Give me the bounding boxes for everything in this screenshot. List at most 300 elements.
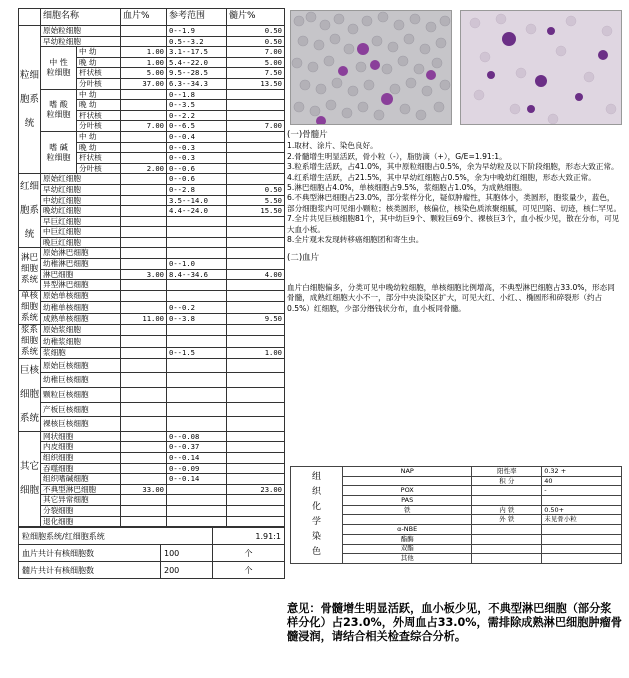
- table-row: [19, 474, 285, 485]
- stain-section-label: 组织化学染色: [291, 467, 343, 564]
- blood-percent: [121, 442, 167, 453]
- table-row: [19, 388, 285, 403]
- stain-name: 铁: [342, 505, 471, 515]
- cell-name: 淋巴细胞: [41, 269, 121, 280]
- reference-range: 0--1.8: [167, 89, 227, 100]
- cell-name: 分裂细胞: [41, 506, 121, 517]
- marrow-percent: [227, 506, 285, 517]
- reference-range: 0--3.5: [167, 100, 227, 111]
- blood-findings-title: (二)血片: [287, 253, 320, 264]
- blood-percent: [121, 131, 167, 142]
- table-row: [19, 280, 285, 291]
- header-blood: 血片%: [121, 9, 167, 26]
- marrow-percent: 5.50: [227, 195, 285, 206]
- reference-range: [167, 506, 227, 517]
- marrow-finding-item: 3.粒系增生活跃，占41.0%，其中原粒细胞占0.5%，余为早幼粒及以下阶段细胞，形态大致正常。: [287, 162, 619, 172]
- marrow-percent: 0.50: [227, 26, 285, 37]
- blood-percent: 5.00: [121, 68, 167, 79]
- marrow-percent: 13.50: [227, 78, 285, 89]
- cell-name: 晚 幼: [77, 142, 121, 153]
- cell-name: 原始粒细胞: [41, 26, 121, 37]
- group-label: 嗜 碱: [49, 142, 68, 152]
- cell-name: 中幼红细胞: [41, 195, 121, 206]
- blood-percent: [121, 110, 167, 121]
- reference-range: 4.4--24.0: [167, 206, 227, 217]
- cell-count-table: [18, 8, 285, 527]
- blood-percent: [121, 153, 167, 164]
- marrow-percent: 9.50: [227, 313, 285, 324]
- marrow-percent: [227, 463, 285, 474]
- blood-percent: [121, 227, 167, 238]
- cell-name: 晚巨红细胞: [41, 237, 121, 248]
- group-label: 中 性: [49, 57, 68, 67]
- table-row: [19, 402, 285, 417]
- header-ref: 参考范围: [167, 9, 227, 26]
- reference-range: 6.3--34.3: [167, 78, 227, 89]
- blood-percent: [121, 506, 167, 517]
- blood-percent: [121, 388, 167, 403]
- stain-result: [542, 534, 622, 544]
- marrow-percent: 15.50: [227, 206, 285, 217]
- reference-range: 8.4--34.6: [167, 269, 227, 280]
- blood-percent: [121, 373, 167, 388]
- group-label-sub: 粒细胞: [46, 110, 71, 120]
- stain-subitem: 内 铁: [472, 505, 542, 515]
- stain-result: [542, 544, 622, 554]
- section-other: 其它细胞: [19, 431, 41, 526]
- blood-percent: [121, 216, 167, 227]
- reference-range: [167, 484, 227, 495]
- reference-range: [167, 324, 227, 335]
- reference-range: 0--0.3: [167, 153, 227, 164]
- table-row: [19, 453, 285, 464]
- cell-name: 中 幼: [77, 131, 121, 142]
- cell-name: 晚幼红细胞: [41, 206, 121, 217]
- reference-range: [167, 280, 227, 291]
- marrow-percent: [227, 259, 285, 270]
- reference-range: 0--0.14: [167, 474, 227, 485]
- reference-range: [167, 290, 227, 301]
- table-row: [19, 302, 285, 313]
- section-granulocyte: 粒细胞系统: [19, 26, 41, 174]
- table-row: [19, 431, 285, 442]
- cell-name: 晚 幼: [77, 57, 121, 68]
- blood-percent: [121, 324, 167, 335]
- reference-range: 0.5--3.2: [167, 36, 227, 47]
- stain-result: [542, 554, 622, 564]
- cell-name: 其它异常细胞: [41, 495, 121, 506]
- stain-result: [542, 525, 622, 535]
- table-header-row: [19, 9, 285, 26]
- blood-percent: [121, 89, 167, 100]
- cell-name: 网状细胞: [41, 431, 121, 442]
- marrow-percent: [227, 227, 285, 238]
- cell-name: 杆状核: [77, 68, 121, 79]
- marrow-percent: [227, 237, 285, 248]
- reference-range: [167, 495, 227, 506]
- blood-percent: [121, 26, 167, 37]
- table-row: [19, 442, 285, 453]
- blood-percent: [121, 336, 167, 347]
- blood-percent: [121, 402, 167, 417]
- stain-name: [342, 476, 471, 486]
- reference-range: 0--0.14: [167, 453, 227, 464]
- stain-name: NAP: [342, 467, 471, 477]
- marrow-percent: [227, 417, 285, 432]
- reference-range: 0--0.37: [167, 442, 227, 453]
- group-baso: [41, 131, 77, 173]
- marrow-percent: [227, 442, 285, 453]
- blood-percent: 3.00: [121, 269, 167, 280]
- blood-percent: [121, 174, 167, 185]
- marrow-percent: [227, 110, 285, 121]
- marrow-percent: 5.00: [227, 57, 285, 68]
- marrow-finding-item: 5.淋巴细胞占4.0%，单核细胞占9.5%，浆细胞占1.0%，为成熟细胞。: [287, 183, 527, 193]
- stain-table: [290, 466, 622, 564]
- marrow-count-unit: 个: [213, 562, 285, 579]
- section-plasma: 浆系细胞系统: [19, 324, 41, 358]
- blood-percent: [121, 206, 167, 217]
- reference-range: [167, 216, 227, 227]
- table-row: [19, 484, 285, 495]
- marrow-finding-item: 1.取材、涂片、染色良好。: [287, 141, 378, 151]
- table-row: [19, 195, 285, 206]
- stain-name: 其他: [342, 554, 471, 564]
- table-row: [19, 290, 285, 301]
- blood-percent: [121, 431, 167, 442]
- cell-name: 退化细胞: [41, 516, 121, 527]
- blood-count-value: 100: [161, 545, 213, 562]
- cell-name: 颗粒巨核细胞: [41, 388, 121, 403]
- marrow-count-row: [19, 562, 285, 579]
- reference-range: [167, 402, 227, 417]
- group-eos: [41, 89, 77, 131]
- ratio-value: 1.91:1: [213, 528, 285, 545]
- stain-result: 40: [542, 476, 622, 486]
- stain-subitem: [472, 544, 542, 554]
- blood-smear-micrograph: [460, 10, 622, 125]
- cell-name: 中巨红细胞: [41, 227, 121, 238]
- micrograph-strip: [290, 10, 622, 125]
- blood-count-unit: 个: [213, 545, 285, 562]
- table-row: [19, 26, 285, 37]
- marrow-percent: [227, 131, 285, 142]
- reference-range: [167, 373, 227, 388]
- marrow-percent: [227, 142, 285, 153]
- section-lymph: 淋巴细胞系统: [19, 248, 41, 290]
- table-row: [19, 131, 285, 142]
- blood-percent: [121, 347, 167, 358]
- marrow-percent: [227, 453, 285, 464]
- table-row: [19, 174, 285, 185]
- table-row: [19, 248, 285, 259]
- marrow-percent: [227, 153, 285, 164]
- marrow-percent: [227, 402, 285, 417]
- reference-range: [167, 227, 227, 238]
- reference-range: 0--6.5: [167, 121, 227, 132]
- marrow-percent: [227, 248, 285, 259]
- cell-name: 分叶核: [77, 78, 121, 89]
- blood-findings-text: 血片白细胞偏多，分类可见中晚幼粒细胞，单核细胞比例增高，不典型淋巴细胞占33.0%，形态同骨髓，成熟红细胞大小不一，部分中央淡染区扩大，可见大红、小红、、椭圆形和碎裂形（约占0.5%）红细胞，少部分缗钱状分布，血小板同骨髓。: [287, 282, 615, 313]
- table-row: [19, 89, 285, 100]
- marrow-smear-micrograph: [290, 10, 452, 125]
- cell-name: 异型淋巴细胞: [41, 280, 121, 291]
- blood-percent: [121, 516, 167, 527]
- cell-name: 原始巨核细胞: [41, 358, 121, 373]
- blood-percent: 33.00: [121, 484, 167, 495]
- table-row: [19, 358, 285, 373]
- blood-percent: 1.00: [121, 57, 167, 68]
- group-label-sub: 粒细胞: [46, 67, 71, 77]
- reference-range: [167, 336, 227, 347]
- blood-count-label: 血片共计有核细胞数: [19, 545, 161, 562]
- table-row: [19, 47, 285, 58]
- marrow-percent: 7.00: [227, 47, 285, 58]
- cell-differential-panel: [18, 8, 284, 668]
- marrow-count-label: 髓片共计有核细胞数: [19, 562, 161, 579]
- cell-name: 裸核巨核细胞: [41, 417, 121, 432]
- blood-percent: [121, 248, 167, 259]
- marrow-percent: [227, 388, 285, 403]
- stain-result: [542, 496, 622, 506]
- marrow-percent: [227, 290, 285, 301]
- cell-name: 中 幼: [77, 89, 121, 100]
- morphology-findings: [287, 130, 622, 314]
- cell-name: 原始浆细胞: [41, 324, 121, 335]
- marrow-percent: [227, 495, 285, 506]
- marrow-percent: [227, 373, 285, 388]
- marrow-percent: [227, 216, 285, 227]
- marrow-percent: 4.00: [227, 269, 285, 280]
- cell-name: 不典型淋巴细胞: [41, 484, 121, 495]
- blood-percent: [121, 100, 167, 111]
- marrow-percent: 0.50: [227, 36, 285, 47]
- blood-percent: [121, 195, 167, 206]
- marrow-percent: [227, 280, 285, 291]
- marrow-percent: [227, 163, 285, 174]
- marrow-finding-item: 4.红系增生活跃，占21.5%，其中早幼红细胞占0.5%，余为中晚幼红细胞，形态大致正常。: [287, 172, 596, 182]
- reference-range: 0--0.3: [167, 142, 227, 153]
- reference-range: 0--3.8: [167, 313, 227, 324]
- stain-subitem: [472, 525, 542, 535]
- blood-percent: [121, 302, 167, 313]
- marrow-finding-item: 2.骨髓增生明显活跃，骨小粒（-），脂肪滴（+），G/E=1.91:1。: [287, 151, 507, 161]
- table-row: [19, 36, 285, 47]
- table-row: [19, 347, 285, 358]
- stain-name: 双酯: [342, 544, 471, 554]
- marrow-percent: [227, 431, 285, 442]
- section-mega: 巨核细胞系统: [19, 358, 41, 431]
- blood-percent: [121, 36, 167, 47]
- reference-range: [167, 516, 227, 527]
- cell-name: 成熟单核细胞: [41, 313, 121, 324]
- cell-name: 组织嗜碱细胞: [41, 474, 121, 485]
- blood-percent: [121, 280, 167, 291]
- stain-result: 0.50+: [542, 505, 622, 515]
- reference-range: 9.5--28.5: [167, 68, 227, 79]
- reference-range: 3.5--14.0: [167, 195, 227, 206]
- cell-name: 原始红细胞: [41, 174, 121, 185]
- table-row: [19, 313, 285, 324]
- cell-name: 吞噬细胞: [41, 463, 121, 474]
- marrow-finding-item: 7.全片共见巨核细胞81个，其中幼巨9个、颗粒巨69个、裸核巨3个，血小板少见，散在分布，可见大血小板。: [287, 214, 620, 234]
- blood-percent: [121, 237, 167, 248]
- stain-subitem: [472, 534, 542, 544]
- reference-range: 3.1--17.5: [167, 47, 227, 58]
- marrow-percent: [227, 89, 285, 100]
- marrow-percent: 23.00: [227, 484, 285, 495]
- cell-name: 早巨红细胞: [41, 216, 121, 227]
- marrow-percent: [227, 358, 285, 373]
- cell-name: 原始单核细胞: [41, 290, 121, 301]
- blood-percent: 11.00: [121, 313, 167, 324]
- blood-percent: 2.00: [121, 163, 167, 174]
- reference-range: 0--2.2: [167, 110, 227, 121]
- stain-result: 0.32 +: [542, 467, 622, 477]
- stain-subitem: [472, 496, 542, 506]
- cell-name: 原始淋巴细胞: [41, 248, 121, 259]
- cell-name: 幼稚淋巴细胞: [41, 259, 121, 270]
- reference-range: [167, 417, 227, 432]
- table-row: [19, 227, 285, 238]
- cell-name: 分叶核: [77, 121, 121, 132]
- stain-name: POX: [342, 486, 471, 496]
- cell-name: 产板巨核细胞: [41, 402, 121, 417]
- stain-subitem: 积 分: [472, 476, 542, 486]
- blood-percent: [121, 184, 167, 195]
- marrow-percent: 7.00: [227, 121, 285, 132]
- marrow-percent: [227, 336, 285, 347]
- reference-range: 0--1.9: [167, 26, 227, 37]
- table-row: [19, 506, 285, 517]
- table-row: [19, 516, 285, 527]
- marrow-percent: [227, 302, 285, 313]
- cytochemistry-stain-panel: [290, 466, 622, 564]
- blood-percent: [121, 358, 167, 373]
- marrow-findings-list: [287, 141, 622, 245]
- table-row: [19, 324, 285, 335]
- marrow-findings-title: (一)骨髓片: [287, 130, 328, 140]
- blood-percent: 7.00: [121, 121, 167, 132]
- marrow-finding-item: 8.全片观未发现转移癌细胞团和寄生虫。: [287, 235, 424, 245]
- stain-name: 酯酶: [342, 534, 471, 544]
- blood-percent: 1.00: [121, 47, 167, 58]
- blood-count-row: [19, 545, 285, 562]
- marrow-percent: [227, 516, 285, 527]
- table-row: [19, 495, 285, 506]
- reference-range: 0--1.5: [167, 347, 227, 358]
- header-cell-name: 细胞名称: [41, 9, 121, 26]
- diagnostic-opinion: 意见：骨髓增生明显活跃，血小板少见，不典型淋巴细胞（部分浆样分化）占23.0%，外周血占33.0%，需排除成熟淋巴细胞肿瘤骨髓浸润，请结合相关检查综合分析。: [287, 602, 622, 643]
- blood-percent: [121, 463, 167, 474]
- group-label: 嗜 酸: [49, 100, 68, 110]
- marrow-count-value: 200: [161, 562, 213, 579]
- cell-name: 幼稚单核细胞: [41, 302, 121, 313]
- reference-range: 5.4--22.0: [167, 57, 227, 68]
- stain-name: [342, 515, 471, 525]
- table-row: [19, 463, 285, 474]
- stain-result: 未见骨小粒: [542, 515, 622, 525]
- marrow-percent: 0.50: [227, 184, 285, 195]
- stain-name: PAS: [342, 496, 471, 506]
- blood-percent: [121, 453, 167, 464]
- blood-percent: [121, 142, 167, 153]
- cell-name: 早幼红细胞: [41, 184, 121, 195]
- reference-range: [167, 388, 227, 403]
- reference-range: 0--0.4: [167, 131, 227, 142]
- cell-name: 分叶核: [77, 163, 121, 174]
- reference-range: 0--0.08: [167, 431, 227, 442]
- section-erythroid: 红细胞系统: [19, 174, 41, 248]
- stain-result: -: [542, 486, 622, 496]
- table-row: [19, 373, 285, 388]
- table-row: [19, 206, 285, 217]
- header-marrow: 髓片%: [227, 9, 285, 26]
- table-row: [19, 417, 285, 432]
- stain-name: α-NBE: [342, 525, 471, 535]
- stain-subitem: [472, 486, 542, 496]
- marrow-finding-item: 6.不典型淋巴细胞占23.0%，部分浆样分化，疑似肿瘤性，其胞体小，类圆形，胞浆量少，蓝色，部分细胞浆内可见细小颗粒；核类圆形，核偏位，核染色质浓聚细腻，可见凹陷、切迹，核仁罕见。: [287, 193, 622, 213]
- reference-range: [167, 358, 227, 373]
- cell-name: 杆状核: [77, 110, 121, 121]
- reference-range: [167, 248, 227, 259]
- cell-name: 中 幼: [77, 47, 121, 58]
- cell-name: 早幼粒细胞: [41, 36, 121, 47]
- header-sys: [19, 9, 41, 26]
- marrow-percent: [227, 324, 285, 335]
- blood-percent: [121, 259, 167, 270]
- summary-table: [18, 527, 285, 579]
- stain-subitem: 阳性率: [472, 467, 542, 477]
- ratio-row: [19, 528, 285, 545]
- marrow-percent: 1.00: [227, 347, 285, 358]
- marrow-percent: [227, 474, 285, 485]
- marrow-percent: 7.50: [227, 68, 285, 79]
- cell-name: 内皮细胞: [41, 442, 121, 453]
- ratio-label: 粒细胞系统/红细胞系统: [19, 528, 213, 545]
- cell-name: 幼稚浆细胞: [41, 336, 121, 347]
- cell-name: 杆状核: [77, 153, 121, 164]
- marrow-percent: [227, 174, 285, 185]
- blood-percent: 37.00: [121, 78, 167, 89]
- reference-range: 0--0.6: [167, 174, 227, 185]
- table-row: [19, 237, 285, 248]
- table-row: [19, 184, 285, 195]
- blood-percent: [121, 495, 167, 506]
- group-neutro: [41, 47, 77, 89]
- stain-subitem: [472, 554, 542, 564]
- cell-name: 幼稚巨核细胞: [41, 373, 121, 388]
- table-row: [19, 216, 285, 227]
- marrow-percent: [227, 100, 285, 111]
- stain-subitem: 外 铁: [472, 515, 542, 525]
- cell-name: 组织细胞: [41, 453, 121, 464]
- reference-range: 0--2.8: [167, 184, 227, 195]
- reference-range: 0--0.6: [167, 163, 227, 174]
- group-label-sub: 粒细胞: [46, 152, 71, 162]
- blood-percent: [121, 417, 167, 432]
- reference-range: 0--1.0: [167, 259, 227, 270]
- reference-range: [167, 237, 227, 248]
- stain-row: [291, 467, 622, 477]
- section-mono: 单核细胞系统: [19, 290, 41, 324]
- reference-range: 0--0.2: [167, 302, 227, 313]
- cell-name: 浆细胞: [41, 347, 121, 358]
- table-row: [19, 336, 285, 347]
- reference-range: 0--0.09: [167, 463, 227, 474]
- table-row: [19, 259, 285, 270]
- blood-percent: [121, 290, 167, 301]
